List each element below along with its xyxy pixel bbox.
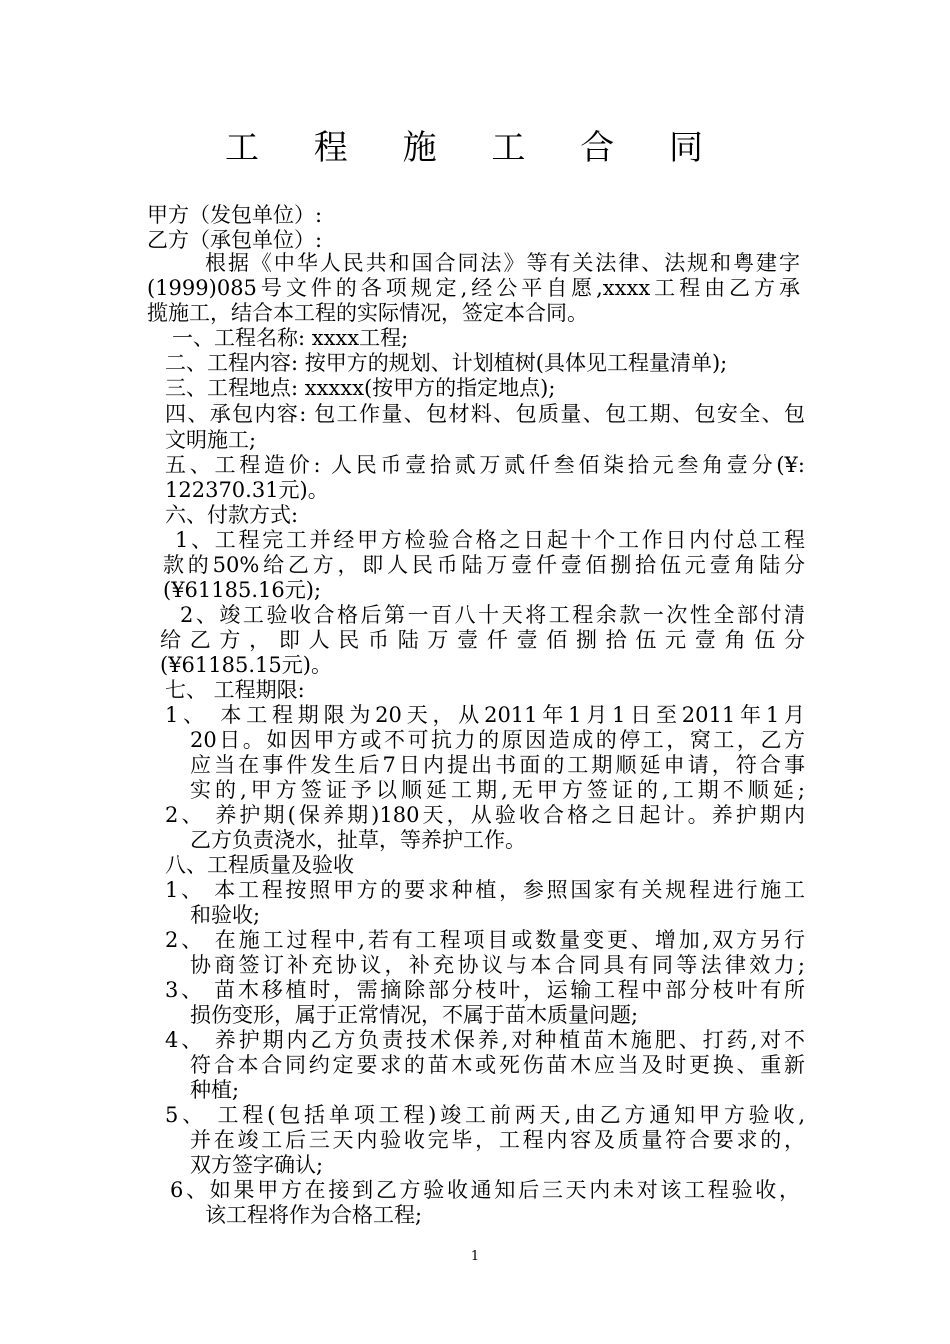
- quality-6-line-1: 6、如果甲方在接到乙方验收通知后三天内未对该工程验收，: [170, 1178, 800, 1202]
- clause-8-heading: 八、工程质量及验收: [165, 853, 354, 877]
- quality-5-line-1: 5、 工程(包括单项工程)竣工前两天,由乙方通知甲方验收,: [165, 1103, 805, 1127]
- quality-3-line-2: 损伤变形，属于正常情况，不属于苗木质量问题;: [190, 1003, 639, 1027]
- intro-line-3: 揽施工，结合本工程的实际情况，签定本合同。: [147, 301, 588, 325]
- clause-5-price-1: 五、工程造价: 人民币壹拾贰万贰仟叁佰柒拾元叁角壹分(¥:: [165, 453, 805, 477]
- quality-6-line-2: 该工程将作为合格工程;: [205, 1203, 423, 1227]
- payment-1-line-3: (¥61185.16元);: [163, 578, 322, 602]
- term-1-line-2: 20日。如因甲方或不可抗力的原因造成的停工，窝工，乙方: [190, 728, 805, 752]
- clause-4-scope-2: 文明施工;: [165, 428, 257, 452]
- quality-1-line-2: 和验收;: [190, 903, 261, 927]
- party-a-line: 甲方（发包单位）:: [147, 203, 323, 227]
- clause-6-heading: 六、付款方式:: [165, 503, 299, 527]
- payment-2-line-3: (¥61185.15元)。: [160, 653, 332, 677]
- clause-4-scope-1: 四、承包内容: 包工作量、包材料、包质量、包工期、包安全、包: [165, 402, 805, 426]
- quality-1-line-1: 1、 本工程按照甲方的要求种植，参照国家有关规程进行施工: [165, 878, 805, 902]
- intro-line-1: 根据《中华人民共和国合同法》等有关法律、法规和粤建字: [205, 251, 800, 275]
- quality-2-line-1: 2、 在施工过程中,若有工程项目或数量变更、增加,双方另行: [165, 928, 805, 952]
- clause-1-name: 一、工程名称: xxxx工程;: [172, 326, 409, 350]
- term-2-line-1: 2、 养护期(保养期)180天，从验收合格之日起计。养护期内: [165, 803, 805, 827]
- clause-5-price-2: 122370.31元)。: [165, 478, 329, 502]
- quality-4-line-3: 种植;: [190, 1078, 240, 1102]
- quality-4-line-1: 4、 养护期内乙方负责技术保养,对种植苗木施肥、打药,对不: [165, 1028, 805, 1052]
- quality-3-line-1: 3、 苗木移植时，需摘除部分枝叶，运输工程中部分枝叶有所: [165, 978, 805, 1002]
- quality-4-line-2: 符合本合同约定要求的苗木或死伤苗木应当及时更换、重新: [190, 1053, 805, 1077]
- term-2-line-2: 乙方负责浇水，扯草，等养护工作。: [190, 828, 526, 852]
- party-b-line: 乙方（承包单位）:: [147, 228, 323, 252]
- payment-1-line-2: 款的50%给乙方，即人民币陆万壹仟壹佰捌拾伍元壹角陆分: [163, 553, 805, 577]
- payment-2-line-2: 给乙方，即人民币陆万壹仟壹佰捌拾伍元壹角伍分: [160, 628, 805, 652]
- contract-title: 工 程 施 工 合 同: [224, 128, 726, 168]
- term-1-line-3: 应当在事件发生后7日内提出书面的工期顺延申请，符合事: [190, 753, 805, 777]
- payment-1-line-1: 1、工程完工并经甲方检验合格之日起十个工作日内付总工程: [175, 528, 805, 552]
- term-1-line-1: 1、 本工程期限为20天，从2011年1月1日至2011年1月: [165, 703, 805, 727]
- intro-line-2: (1999)085号文件的各项规定,经公平自愿,xxxx工程由乙方承: [147, 276, 800, 300]
- quality-5-line-3: 双方签字确认;: [190, 1153, 324, 1177]
- term-1-line-4: 实的,甲方签证予以顺延工期,无甲方签证的,工期不顺延;: [190, 778, 805, 802]
- quality-2-line-2: 协商签订补充协议，补充协议与本合同具有同等法律效力;: [190, 953, 805, 977]
- clause-2-content: 二、工程内容: 按甲方的规划、计划植树(具体见工程量清单);: [165, 351, 728, 375]
- clause-7-heading: 七、 工程期限:: [165, 678, 305, 702]
- clause-3-location: 三、工程地点: xxxxx(按甲方的指定地点);: [165, 376, 556, 400]
- payment-2-line-1: 2、竣工验收合格后第一百八十天将工程余款一次性全部付清: [180, 603, 805, 627]
- page-number: 1: [470, 1249, 480, 1264]
- quality-5-line-2: 并在竣工后三天内验收完毕，工程内容及质量符合要求的，: [190, 1128, 805, 1152]
